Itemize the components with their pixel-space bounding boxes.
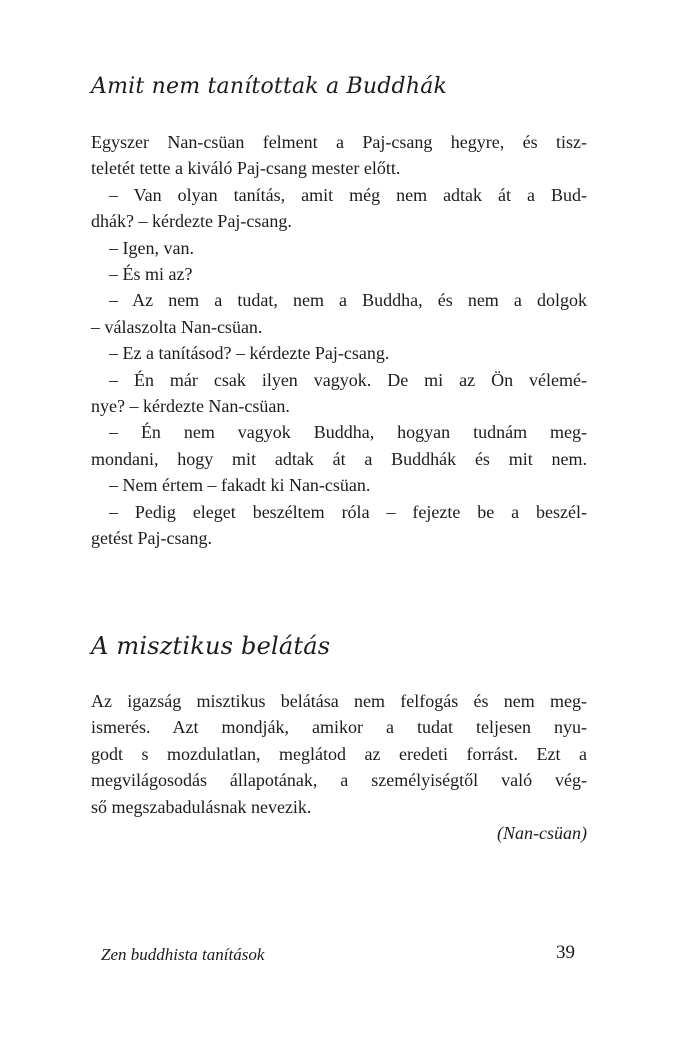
text-line: – És mi az? bbox=[109, 264, 193, 285]
text-line: – Igen, van. bbox=[109, 237, 194, 258]
text-line: – Az nem a tudat, nem a Buddha, és nem a dolgok bbox=[109, 290, 587, 311]
section-misztikus-belatas bbox=[91, 632, 587, 846]
text-line: – Nem értem – fakadt ki Nan-csüan. bbox=[109, 475, 371, 496]
text-line: Egyszer Nan-csüan felment a Paj-csang hegyre, és tisz- bbox=[91, 132, 587, 152]
text-line: megvilágosodás állapotának, a személyiségtől való vég- bbox=[91, 770, 587, 791]
page-number: 39 bbox=[556, 942, 575, 963]
running-footer-title: Zen buddhista tanítások bbox=[101, 945, 265, 964]
text-line: – Én már csak ilyen vagyok. De mi az Ön vélemé- bbox=[109, 369, 587, 390]
text-line: – válaszolta Nan-csüan. bbox=[91, 316, 263, 337]
text-line: nye? – kérdezte Nan-csüan. bbox=[91, 396, 290, 417]
text-line: godt s mozdulatlan, meglátod az eredeti forrást. Ezt a bbox=[91, 743, 587, 764]
text-line: dhák? – kérdezte Paj-csang. bbox=[91, 211, 292, 232]
text-line: – Ez a tanításod? – kérdezte Paj-csang. bbox=[109, 343, 390, 364]
text-line: getést Paj-csang. bbox=[91, 528, 212, 549]
text-line: Az igazság misztikus belátása nem felfogás és nem meg- bbox=[91, 691, 587, 711]
text-line: – Pedig eleget beszéltem róla – fejezte be a beszél- bbox=[109, 501, 587, 522]
section-title: A misztikus belátás bbox=[91, 632, 331, 660]
section-title: Amit nem tanítottak a Buddhák bbox=[91, 74, 448, 99]
text-line: – Van olyan tanítás, amit még nem adtak át a Bud- bbox=[109, 184, 587, 205]
section-amit-nem-tanitottak bbox=[91, 74, 587, 552]
text-line: ismerés. Azt mondják, amikor a tudat teljesen nyu- bbox=[91, 717, 587, 738]
section-body bbox=[91, 688, 587, 846]
section-body bbox=[91, 129, 587, 552]
attribution: (Nan-csüan) bbox=[497, 823, 587, 844]
text-line: – Én nem vagyok Buddha, hogyan tudnám meg- bbox=[109, 422, 587, 443]
text-line: mondani, hogy mit adtak át a Buddhák és mit nem. bbox=[91, 448, 587, 469]
text-line: teletét tette a kiváló Paj-csang mester előtt. bbox=[91, 158, 401, 179]
text-line: ső megszabadulásnak nevezik. bbox=[91, 796, 312, 817]
